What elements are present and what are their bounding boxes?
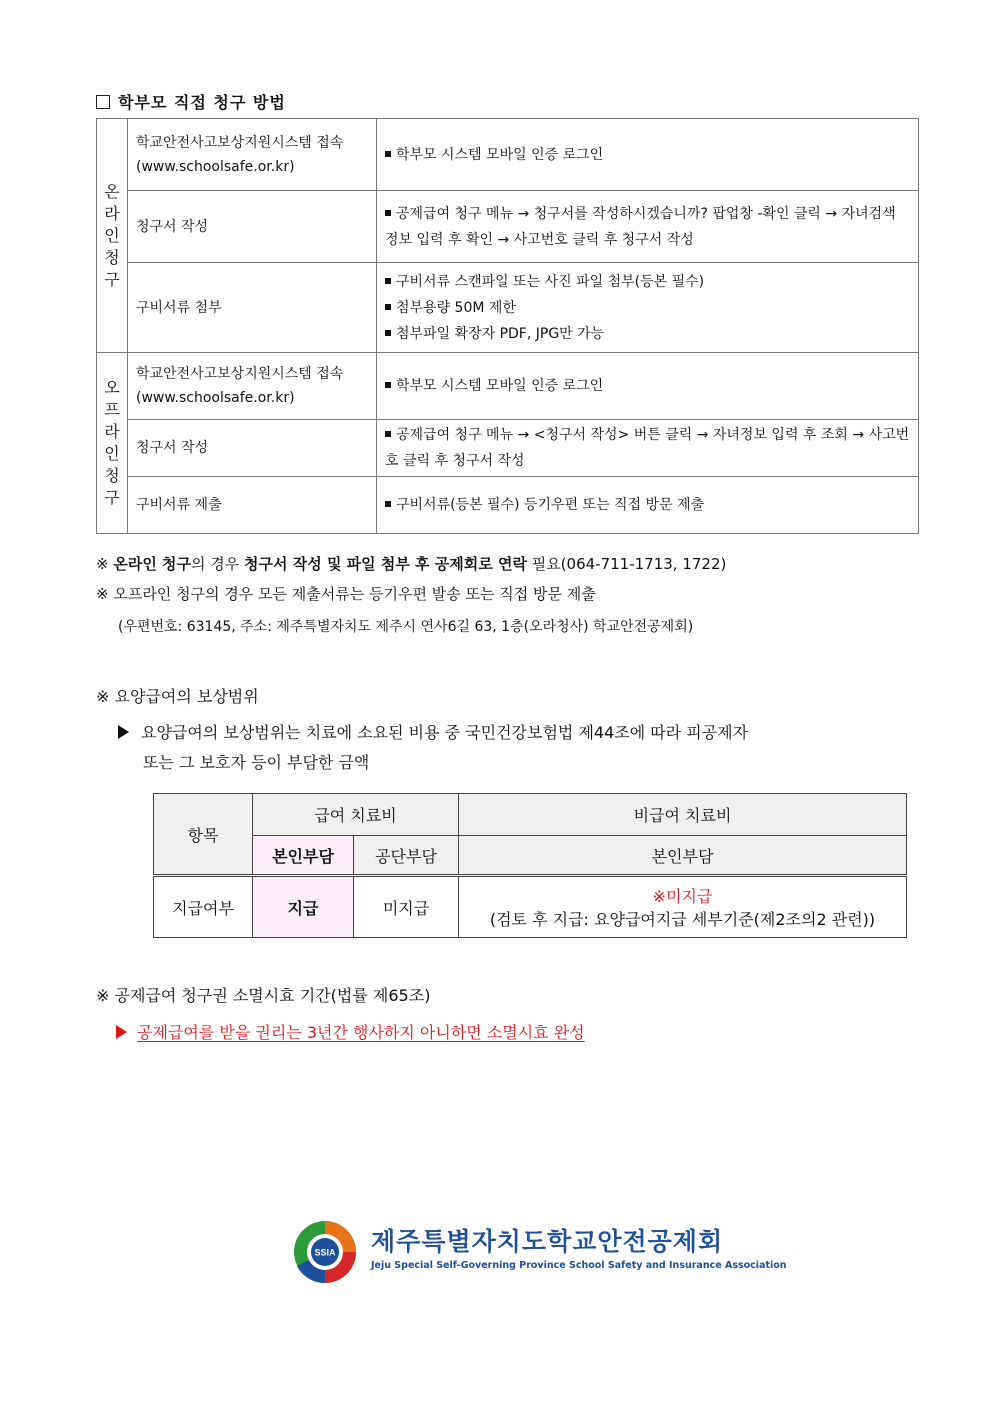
detail-item: 구비서류(등본 필수) 등기우편 또는 직접 방문 제출: [385, 492, 910, 518]
corp-status: 미지급: [354, 876, 459, 938]
detail-item: 학부모 시스템 모바일 인증 로그인: [385, 373, 910, 399]
online-claim-label: 온 라 인 청 구: [97, 119, 128, 353]
detail-item: 학부모 시스템 모바일 인증 로그인: [385, 142, 910, 168]
step-cell: 학교안전사고보상지원시스템 접속 (www.schoolsafe.or.kr): [128, 353, 377, 420]
step-cell: 청구서 작성: [128, 191, 377, 263]
step-cell: 학교안전사고보상지원시스템 접속 (www.schoolsafe.or.kr): [128, 119, 377, 191]
self-pay-header: 본인부담: [253, 836, 354, 876]
red-triangle-icon: [116, 1025, 127, 1039]
square-bullet-icon: [385, 304, 391, 310]
row-label: 지급여부: [154, 876, 253, 938]
section-title: [96, 90, 286, 113]
offline-claim-label: 오 프 라 인 청 구: [97, 353, 128, 534]
checkbox-square-icon: [96, 95, 110, 109]
square-bullet-icon: [385, 382, 391, 388]
claim-method-table: [96, 118, 919, 534]
noncovered-self-header: 본인부담: [459, 836, 907, 876]
logo-name-english: Jeju Special Self-Governing Province School Safety and Insurance Association: [371, 1260, 787, 1271]
detail-cell: [377, 420, 919, 477]
coverage-paragraph: 요양급여의 보상범위는 치료에 소요된 비용 중 국민건강보험법 제44조에 따라 피공제자 또는 그 보호자 등이 부담한 금액: [118, 718, 923, 778]
online-note: ※ 온라인 청구의 경우 청구서 작성 및 파일 첨부 후 공제회로 연락 필요(064-711-1713, 1722): [96, 555, 727, 573]
organization-logo: [291, 1218, 787, 1286]
noncovered-status: ※미지급 (검토 후 지급: 요양급여지급 세부기준(제2조의2 관련)): [459, 876, 907, 938]
coverage-table: [153, 793, 907, 938]
step-cell: 청구서 작성: [128, 420, 377, 477]
section-title-text: 학부모 직접 청구 방법: [118, 93, 286, 112]
offline-note: ※ 오프라인 청구의 경우 모든 제출서류는 등기우편 발송 또는 직접 방문 제출: [96, 585, 596, 603]
item-header: 항목: [154, 794, 253, 876]
coverage-heading: ※ 요양급여의 보상범위: [96, 687, 259, 706]
corp-pay-header: 공단부담: [354, 836, 459, 876]
self-status: 지급: [253, 876, 354, 938]
detail-item: 구비서류 스캔파일 또는 사진 파일 첨부(등본 필수): [385, 269, 910, 295]
limitation-warning: 공제급여를 받을 권리는 3년간 행사하지 아니하면 소멸시효 완성: [116, 1020, 585, 1043]
detail-cell: [377, 119, 919, 191]
square-bullet-icon: [385, 330, 391, 336]
detail-item: 첨부파일 확장자 PDF, JPG만 가능: [385, 321, 910, 347]
detail-cell: [377, 191, 919, 263]
square-bullet-icon: [385, 210, 391, 216]
detail-cell: [377, 477, 919, 534]
square-bullet-icon: [385, 501, 391, 507]
ssia-emblem-icon: [291, 1218, 359, 1286]
square-bullet-icon: [385, 278, 391, 284]
address-note: (우편번호: 63145, 주소: 제주특별자치도 제주시 연사6길 63, 1층(오라청사) 학교안전공제회): [118, 619, 694, 635]
square-bullet-icon: [385, 431, 391, 437]
detail-item: 공제급여 청구 메뉴 → <청구서 작성> 버튼 클릭 → 자녀정보 입력 후 조회 → 사고번호 클릭 후 청구서 작성: [385, 427, 910, 469]
covered-header: 급여 치료비: [253, 794, 459, 836]
noncovered-header: 비급여 치료비: [459, 794, 907, 836]
triangle-bullet-icon: [118, 725, 129, 739]
limitation-heading: ※ 공제급여 청구권 소멸시효 기간(법률 제65조): [96, 986, 431, 1005]
detail-cell: [377, 353, 919, 420]
step-cell: 구비서류 첨부: [128, 263, 377, 353]
detail-cell: [377, 263, 919, 353]
detail-item: 공제급여 청구 메뉴 → 청구서를 작성하시겠습니까? 팝업창 -확인 클릭 → 자녀검색 정보 입력 후 확인 → 사고번호 클릭 후 청구서 작성: [385, 205, 896, 248]
square-bullet-icon: [385, 151, 391, 157]
logo-name-korean: 제주특별자치도학교안전공제회: [371, 1227, 724, 1256]
detail-item: 첨부용량 50M 제한: [385, 295, 910, 321]
step-cell: 구비서류 제출: [128, 477, 377, 534]
svg-text:SSIA: SSIA: [314, 1247, 336, 1258]
